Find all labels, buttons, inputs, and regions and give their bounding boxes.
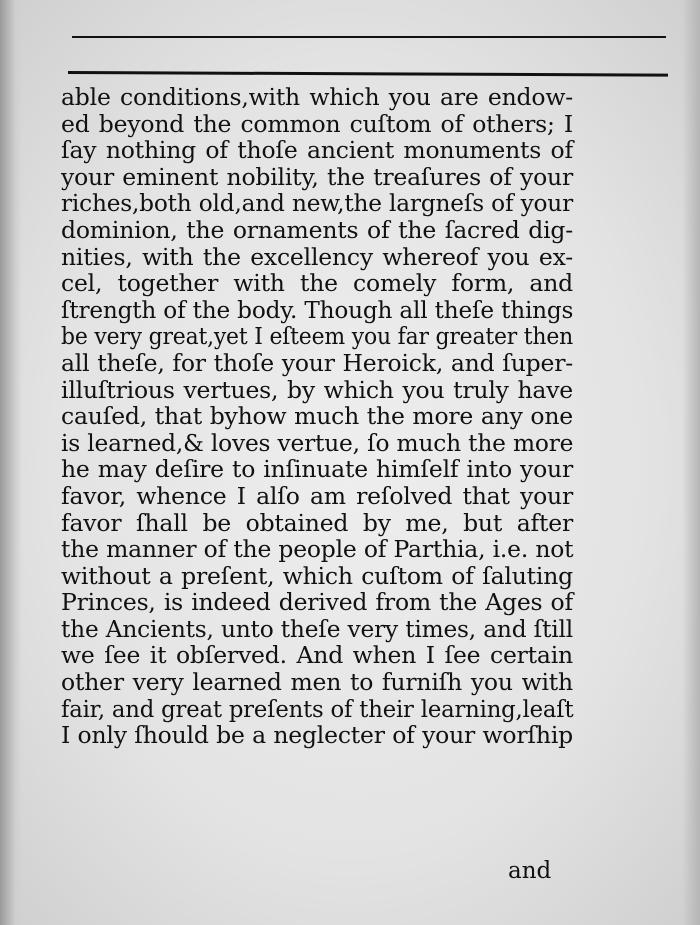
text-line: cauſed, that byhow much the more any one xyxy=(61,402,573,431)
text-line: nities, with the excellency whereof you ex- xyxy=(61,242,573,271)
page-shadow-right xyxy=(682,0,700,925)
text-line: the manner of the people of Parthia, i.e. not xyxy=(61,535,574,564)
text-line: your eminent nobility, the treaſures of your xyxy=(61,162,573,191)
text-line: cel, together with the comely form, and xyxy=(61,269,573,298)
text-line: without a preſent, which cuſtom of ſaluting xyxy=(61,561,573,590)
text-line: be very great,yet I eſteem you far greater then xyxy=(61,322,574,351)
text-line: riches,both old,and new,the largneſs of your xyxy=(61,189,573,218)
text-line: favor, whence I alſo am reſolved that your xyxy=(61,481,573,510)
text-line: other very learned men to furniſh you with xyxy=(61,668,573,697)
text-line: Princes, is indeed derived from the Ages of xyxy=(61,588,573,617)
catchword: and xyxy=(508,858,552,884)
header-rule xyxy=(68,71,668,77)
text-line: all theſe, for thoſe your Heroick, and ſuper- xyxy=(61,348,573,377)
top-rule xyxy=(72,36,666,38)
text-line: ed beyond the common cuſtom of others; I xyxy=(61,109,573,138)
text-line: I only ſhould be a neglecter of your worſhip xyxy=(61,721,573,750)
text-line: the Ancients, unto theſe very times, and ſtill xyxy=(61,614,573,643)
text-line: we ſee it obſerved. And when I ſee certain xyxy=(61,641,573,670)
text-line: fair, and great preſents of their learning,leaſt xyxy=(61,694,574,723)
text-line: dominion, the ornaments of the ſacred dig- xyxy=(61,215,573,244)
page-shadow-left xyxy=(0,0,22,925)
text-line: able conditions,with which you are endow- xyxy=(61,83,573,111)
body-text xyxy=(61,84,573,749)
text-line: favor ſhall be obtained by me, but after xyxy=(61,508,573,537)
text-line: is learned,& loves vertue, ſo much the more xyxy=(61,428,574,457)
text-line: illuſtrious vertues, by which you truly have xyxy=(61,375,573,404)
text-line: ſtrength of the body. Though all theſe things xyxy=(61,295,574,324)
text-line: ſay nothing of thoſe ancient monuments of xyxy=(61,136,573,165)
text-line: he may deſire to inſinuate himſelf into your xyxy=(61,455,573,484)
